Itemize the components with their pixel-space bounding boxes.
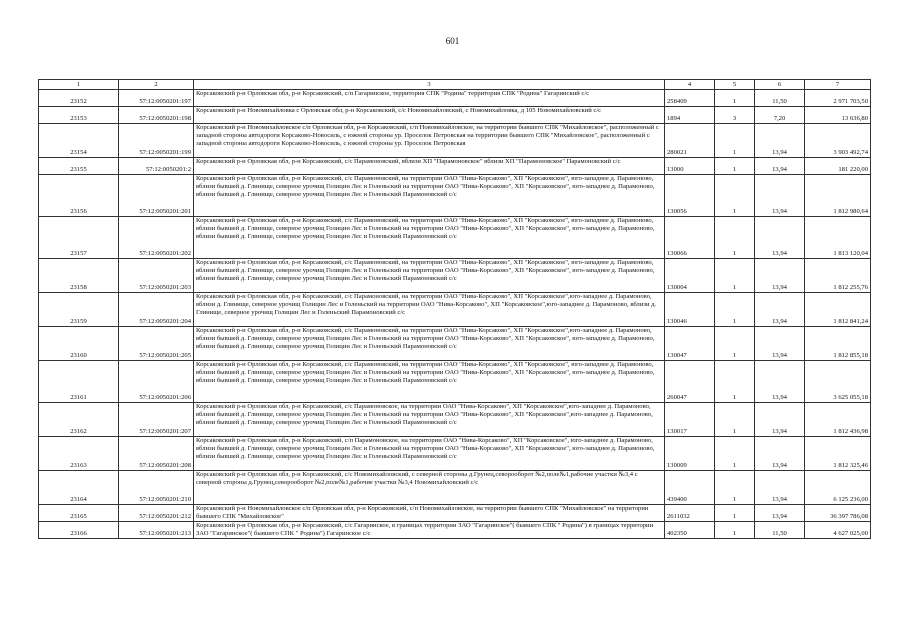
address-cell: Корсаковский р-н Орловская обл, р-н Корсаковский, с/с Новомихайловский, с северной стороны д.Грунец,севорооборот №2,поле№1,рабочие участки №3,4 с северной стороны д.Грунец,севорооборот №2,поле№1,рабочие участки №3,4 Новомихайловский с/с <box>194 471 665 505</box>
area-cell: 130009 <box>665 437 715 471</box>
address-cell: Корсаковский р-н Орловская обл, р-н Корсаковский, с/с Парамоновский, на территории ОАО "Нива-Корсаково", ХП "Корсаковское",юго-западнее д. Парамоново, вблизи бывшей д. Глинище, северное урочищ Голицин Лес и Голеньский на территории ОАО "Нива-Корсаково", ХП "Корсаковское", юго-западнее д. Парамоново, вблизи бывшей д. Глинище, северное урочищ Голицин Лес и Голеньский Парамоновский с/с <box>194 327 665 361</box>
row-number: 23164 <box>39 471 119 505</box>
table-row <box>39 471 871 505</box>
cadastral-number: 57:12:0050201:197 <box>119 90 194 107</box>
area-cell: 260047 <box>665 361 715 403</box>
row-number: 23156 <box>39 175 119 217</box>
table-row <box>39 90 871 107</box>
column-header: 5 <box>715 80 755 90</box>
page-number: 601 <box>445 36 460 46</box>
cadastral-value: 1 812 841,24 <box>805 293 871 327</box>
address-cell: Корсаковский р-н Орловская обл, р-н Корсаковский, с/с Гагаринское, в границах территории ЗАО "Гагаринское"( бывшего СПК " Родина") в границах территории ЗАО "Гагаринское"( бывшего СПК " Родина") Гагаринское с/с <box>194 522 665 539</box>
row-number: 23166 <box>39 522 119 539</box>
table-row <box>39 293 871 327</box>
cadastral-number: 57:12:0050201:199 <box>119 124 194 158</box>
cadastral-value: 3 625 055,18 <box>805 361 871 403</box>
count-cell: 1 <box>715 217 755 259</box>
area-cell: 1894 <box>665 107 715 124</box>
column-header: 6 <box>755 80 805 90</box>
count-cell: 1 <box>715 293 755 327</box>
rate-cell: 13,94 <box>755 361 805 403</box>
column-header: 7 <box>805 80 871 90</box>
row-number: 23165 <box>39 505 119 522</box>
row-number: 23163 <box>39 437 119 471</box>
row-number: 23160 <box>39 327 119 361</box>
table-row <box>39 158 871 175</box>
table-row <box>39 522 871 539</box>
cadastral-number: 57:12:0050201:213 <box>119 522 194 539</box>
area-cell: 402350 <box>665 522 715 539</box>
rate-cell: 13,94 <box>755 175 805 217</box>
address-cell: Корсаковский р-н Орловская обл, р-н Корсаковский, с/с Парамоновский, вблизи ХП "Парамоновское" вблизи ХП "Парамоновское" Парамоновский с/с <box>194 158 665 175</box>
row-number: 23155 <box>39 158 119 175</box>
cadastral-value: 1 812 436,98 <box>805 403 871 437</box>
cadastral-value: 1 813 120,04 <box>805 217 871 259</box>
address-cell: Корсаковский р-н Новомихайловское с/п Орловская обл, р-н Корсаковский, с/п Новомихайловское, на территории бывшего СПК "Михайловское" на территории бывшего СПК "Михайловское" <box>194 505 665 522</box>
count-cell: 1 <box>715 505 755 522</box>
rate-cell: 13,94 <box>755 471 805 505</box>
cadastral-number: 57:12:0050201:207 <box>119 403 194 437</box>
cadastral-number: 57:12:0050201:210 <box>119 471 194 505</box>
area-cell: 130046 <box>665 293 715 327</box>
table-row <box>39 327 871 361</box>
address-cell: Корсаковский р-н Новомихайловка с Орловская обл, р-н Корсаковский, с/с Новомихайловский, с Новомихайловка, д 105 Новомихайловский с/с <box>194 107 665 124</box>
rate-cell: 7,20 <box>755 107 805 124</box>
rate-cell: 13,94 <box>755 259 805 293</box>
rate-cell: 13,94 <box>755 293 805 327</box>
address-cell: Корсаковский р-н Орловская обл, р-н Корсаковский, с/п Гагаринское, территория СПК "Родина" территория СПК "Родина" Гагаринский с/с <box>194 90 665 107</box>
cadastral-number: 57:12:0050201:212 <box>119 505 194 522</box>
table-row <box>39 124 871 158</box>
area-cell: 130017 <box>665 403 715 437</box>
cadastral-value: 3 903 492,74 <box>805 124 871 158</box>
count-cell: 1 <box>715 437 755 471</box>
rate-cell: 11,50 <box>755 90 805 107</box>
area-cell: 439400 <box>665 471 715 505</box>
table-row <box>39 403 871 437</box>
table-row <box>39 259 871 293</box>
area-cell: 130004 <box>665 259 715 293</box>
address-cell: Корсаковский р-н Новомихайловское с/п Орловская обл, р-н Корсаковский, с/п Новомихайловское, на территории бывшего СПК "Михайловское", расположенный с западной стороны автодороги Корсаково-Новосиль, с южной стороны ур. Проселок Петровская на территории бывшего СПК "Михайловское", расположенный с западной стороны автодороги Корсаково-Новосиль, с южной стороны ур. Проселок Петровская <box>194 124 665 158</box>
address-cell: Корсаковский р-н Орловская обл, р-н Корсаковский, с/с Парамоновский, на территории ОАО "Нива-Корсаково", ХП "Корсаковское", юго-западнее д. Парамоново, вблизи бывшей д. Глинище, северное урочищ Голицин Лес и Голеньский на территории ОАО "Нива-Корсаково", ХП "Корсаковское", юго-западнее д. Парамоново, вблизи бывшей д. Глинище, северное урочищ Голицин Лес и Голеньский Парамоновский с/с <box>194 361 665 403</box>
cadastral-number: 57:12:0050201:203 <box>119 259 194 293</box>
address-cell: Корсаковский р-н Орловская обл, р-н Корсаковский, с/с Парамоновский, на территории ОАО "Нива-Корсаково", ХП "Корсаковское", юго-западнее д. Парамоново, вблизи бывшей д. Глинище, северное урочищ Голицин Лес и Голеньский на территории ОАО "Нива-Корсаково", ХП "Корсаковское", юго-западнее д. Парамоново, вблизи бывшей д. Глинище, северное урочищ Голицин Лес и Голеньский Парамоновский с/с <box>194 217 665 259</box>
count-cell: 1 <box>715 403 755 437</box>
count-cell: 1 <box>715 90 755 107</box>
area-cell: 130056 <box>665 175 715 217</box>
count-cell: 1 <box>715 124 755 158</box>
cadastral-value: 13 636,80 <box>805 107 871 124</box>
rate-cell: 13,94 <box>755 403 805 437</box>
row-number: 23152 <box>39 90 119 107</box>
cadastral-number: 57:12:0050201:201 <box>119 175 194 217</box>
row-number: 23154 <box>39 124 119 158</box>
table-row <box>39 505 871 522</box>
cadastral-value: 1 812 980,64 <box>805 175 871 217</box>
column-number-row <box>39 80 871 90</box>
count-cell: 1 <box>715 158 755 175</box>
area-cell: 280021 <box>665 124 715 158</box>
row-number: 23159 <box>39 293 119 327</box>
column-header: 1 <box>39 80 119 90</box>
area-cell: 258409 <box>665 90 715 107</box>
area-cell: 2611032 <box>665 505 715 522</box>
cadastral-value: 1 812 255,76 <box>805 259 871 293</box>
column-header: 2 <box>119 80 194 90</box>
cadastral-number: 57:12:0050201:198 <box>119 107 194 124</box>
cadastral-value: 6 125 236,00 <box>805 471 871 505</box>
rate-cell: 13,94 <box>755 158 805 175</box>
column-header: 3 <box>194 80 665 90</box>
count-cell: 1 <box>715 327 755 361</box>
area-cell: 130066 <box>665 217 715 259</box>
count-cell: 1 <box>715 175 755 217</box>
area-cell: 130047 <box>665 327 715 361</box>
cadastral-number: 57:12:0050201:204 <box>119 293 194 327</box>
land-register-table <box>38 79 871 539</box>
table-row <box>39 107 871 124</box>
area-cell: 13000 <box>665 158 715 175</box>
rate-cell: 13,94 <box>755 505 805 522</box>
cadastral-value: 2 971 703,50 <box>805 90 871 107</box>
address-cell: Корсаковский р-н Орловская обл, р-н Корсаковский, с/с Парамоновский, на территории ОАО "Нива-Корсаково", ХП "Корсаковское", юго-западнее д. Парамоново, вблизи бывшей д. Глинище, северное урочищ Голицин Лес и Голеньский на территории ОАО "Нива-Корсаково", ХП "Корсаковское", юго-западнее д. Парамоново, вблизи бывшей д. Глинище, северное урочищ Голицин Лес и Голеньский Парамоновский с/с <box>194 259 665 293</box>
table-row <box>39 437 871 471</box>
rate-cell: 13,94 <box>755 217 805 259</box>
column-header: 4 <box>665 80 715 90</box>
cadastral-number: 57:12:0050201:208 <box>119 437 194 471</box>
cadastral-value: 181 220,00 <box>805 158 871 175</box>
table-row <box>39 217 871 259</box>
cadastral-value: 36 397 786,08 <box>805 505 871 522</box>
cadastral-number: 57:12:0050201:202 <box>119 217 194 259</box>
row-number: 23161 <box>39 361 119 403</box>
row-number: 23158 <box>39 259 119 293</box>
cadastral-number: 57:12:0050201:2 <box>119 158 194 175</box>
rate-cell: 11,50 <box>755 522 805 539</box>
rate-cell: 13,94 <box>755 327 805 361</box>
cadastral-value: 1 812 855,18 <box>805 327 871 361</box>
table-row <box>39 361 871 403</box>
count-cell: 1 <box>715 471 755 505</box>
count-cell: 1 <box>715 259 755 293</box>
address-cell: Корсаковский р-н Орловская обл, р-н Корсаковский, с/п Парамоновское, на территории ОАО "Нива-Корсаково", ХП "Корсаковское", юго-западнее д. Парамоново, вблизи бывшей д. Глинище, северное урочищ Голицин Лес и Голеньский на территории ОАО "Нива-Корсаково", ХП "Корсаковское", юго-западнее д. Парамоново, вблизи бывшей д. Глинище, северное урочищ Голицин Лес и Голеньский Парамоновский с/с <box>194 437 665 471</box>
cadastral-number: 57:12:0050201:205 <box>119 327 194 361</box>
count-cell: 1 <box>715 522 755 539</box>
row-number: 23153 <box>39 107 119 124</box>
address-cell: Корсаковский р-н Орловская обл, р-н Корсаковский, с/с Парамоновский, на территории ОАО "Нива-Корсаково", ХП "Корсаковское",юго-западнее д. Парамоново, вблизи д. Глинище, северное урочищ Голицин Лес и Голеньский на территории ОАО "Нива-Корсаково", ХП "Корсаковское",юго-западнее д. Парамоново, вблизи д. Глинище, северное урочищ Голицин Лес и Голеньский Парамоновский с/с <box>194 293 665 327</box>
address-cell: Корсаковский р-н Орловская обл, р-н Корсаковский, с/с Парамоновский, на территории ОАО "Нива-Корсаково", ХП "Корсаковское", юго-западнее д. Парамоново, вблизи бывшей д. Глинище, северное урочищ Голицин Лес и Голеньский на территории ОАО "Нива-Корсаково", ХП "Корсаковское", юго-западнее д. Парамоново, вблизи бывшей д. Глинище, северное урочищ Голицин Лес и Голеньский Парамоновский с/с <box>194 175 665 217</box>
cadastral-number: 57:12:0050201:206 <box>119 361 194 403</box>
row-number: 23157 <box>39 217 119 259</box>
cadastral-value: 1 812 325,46 <box>805 437 871 471</box>
rate-cell: 13,94 <box>755 437 805 471</box>
table-row <box>39 175 871 217</box>
count-cell: 1 <box>715 361 755 403</box>
row-number: 23162 <box>39 403 119 437</box>
address-cell: Корсаковский р-н Орловская обл, р-н Корсаковский, с/с Парамоновское, на территории ОАО "Нива-Корсаково", ХП "Корсаковское",юго-западнее д. Парамоново, вблизи бывшей д. Глинище, северное урочищ Голицин Лес и Голеньский на территории ОАО "Нива-Корсаково", ХП "Корсаковское",юго-западнее д. Парамоново, вблизи бывшей д. Глинище, северное урочищ Голицин Лес и Голеньский Парамоновский с/с <box>194 403 665 437</box>
count-cell: 3 <box>715 107 755 124</box>
cadastral-value: 4 627 025,00 <box>805 522 871 539</box>
rate-cell: 13,94 <box>755 124 805 158</box>
